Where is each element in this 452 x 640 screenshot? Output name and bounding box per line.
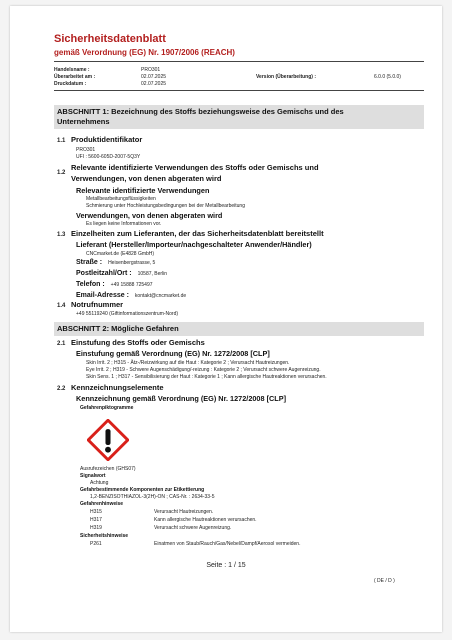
hazard-statements-title: Gefahrenhinweise — [80, 501, 124, 507]
section-1-title-line-1: ABSCHNITT 1: Bezeichnung des Stoffs beziehungsweise des Gemischs und des — [57, 107, 344, 116]
hazard-code: H319 — [90, 525, 102, 531]
header-divider — [54, 61, 424, 62]
classification-3: Skin Sens. 1 ; H317 - Sensibilisierung der Haut : Kategorie 1 ; Kann allergische Hautreaktionen verursachen. — [86, 374, 327, 380]
s12-title-line-2: Verwendungen, von denen abgeraten wird — [71, 174, 222, 183]
meta-version-label: Version (Überarbeitung) : — [256, 74, 317, 80]
s12-use-1: Metallbearbeitungsflüssigkeiten — [86, 196, 156, 202]
document-subtitle: gemäß Verordnung (EG) Nr. 1907/2006 (REACH) — [54, 48, 235, 57]
hazard-text: Verursacht schwere Augenreizung. — [154, 525, 232, 531]
components-title: Gefahrbestimmende Komponenten zur Etikettierung — [80, 487, 205, 493]
section-1-header — [54, 105, 424, 129]
ghs07-exclamation-icon — [87, 419, 129, 461]
signal-word-value: Achtung — [90, 480, 109, 486]
meta-print-value: 02.07.2025 — [141, 81, 167, 87]
s12-advised-title: Verwendungen, von denen abgeraten wird — [76, 211, 223, 220]
document-page — [10, 6, 442, 632]
s11-product: PRO301 — [76, 147, 96, 153]
s21-subtitle: Einstufung gemäß Verordnung (EG) Nr. 1272/2008 [CLP] — [76, 349, 270, 358]
s13-supplier-title: Lieferant (Hersteller/Importeur/nachgeschalteter Anwender/Händler) — [76, 240, 312, 249]
meta-revised-value: 02.07.2025 — [141, 74, 167, 80]
precautionary-code: P261 — [90, 541, 102, 547]
s12-uses-title: Relevante identifizierte Verwendungen — [76, 186, 210, 195]
s12-use-2: Schmierung unter Hochleistungsbedingungen bei der Metallbearbeitung — [86, 203, 245, 209]
s12-number: 1.2 — [57, 170, 66, 176]
email-value: kontakt@cncmarket.de — [134, 293, 187, 299]
pictogram-caption: Ausrufezeichen (GHS07) — [80, 466, 136, 472]
s12-advised-text: Es liegen keine Informationen vor. — [86, 221, 162, 227]
pictogram-title: Gefahrenpiktogramme — [80, 405, 134, 411]
classification-1: Skin Irrit. 2 ; H315 - Ätz-/Reizwirkung auf die Haut : Kategorie 2 ; Verursacht Hautreizungen. — [86, 360, 290, 366]
precautionary-title: Sicherheitshinweise — [80, 533, 129, 539]
s13-company: CNCmarket.de (E4828 GmbH) — [86, 251, 155, 257]
phone-row: Telefon : +49 15888 725497 — [76, 281, 153, 288]
language-code: ( DE / D ) — [374, 578, 395, 584]
s22-subtitle: Kennzeichnung gemäß Verordnung (EG) Nr. 1272/2008 [CLP] — [76, 394, 287, 403]
meta-divider — [54, 90, 424, 91]
s22-title: Kennzeichnungselemente — [71, 383, 164, 392]
s14-value: +49 55119240 (Giftinformationszentrum-Nord) — [76, 311, 179, 317]
section-1-title-line-2: Unternehmens — [57, 117, 110, 126]
section-2-header: ABSCHNITT 2: Mögliche Gefahren — [54, 322, 424, 336]
classification-2: Eye Irrit. 2 ; H319 - Schwere Augenschädigung/-reizung : Kategorie 2 ; Verursacht schwere Augenreizung. — [86, 367, 321, 373]
s13-number: 1.3 — [57, 232, 66, 238]
s14-number: 1.4 — [57, 303, 66, 309]
hazard-text: Verursacht Hautreizungen. — [154, 509, 214, 515]
signal-word-title: Signalwort — [80, 473, 106, 479]
meta-version-value: 6.0.0 (5.0.0) — [374, 74, 401, 80]
postal-value: 10587, Berlin — [137, 271, 168, 277]
hazard-code: H315 — [90, 509, 102, 515]
s21-number: 2.1 — [57, 341, 66, 347]
s12-title-line-1: Relevante identifizierte Verwendungen des Stoffs oder Gemischs und — [71, 163, 319, 172]
street-row: Straße : Heisenbergstrasse, 5 — [76, 259, 156, 266]
hazard-code: H317 — [90, 517, 102, 523]
s14-title: Notrufnummer — [71, 300, 124, 309]
page-number: Seite : 1 / 15 — [206, 562, 246, 569]
meta-revised-label: Überarbeitet am : — [54, 74, 96, 80]
s13-title: Einzelheiten zum Lieferanten, der das Sicherheitsdatenblatt bereitstellt — [71, 229, 324, 238]
s11-number: 1.1 — [57, 138, 66, 144]
s11-ufi: UFI : 5600-605D-2007-5Q3Y — [76, 154, 141, 160]
precautionary-text: Einatmen von Staub/Rauch/Gas/Nebel/Dampf/Aerosol vermeiden. — [154, 541, 301, 547]
hazard-text: Kann allergische Hautreaktionen verursachen. — [154, 517, 257, 523]
s22-number: 2.2 — [57, 386, 66, 392]
email-row: Email-Adresse : kontakt@cncmarket.de — [76, 292, 187, 299]
s21-title: Einstufung des Stoffs oder Gemischs — [71, 338, 205, 347]
meta-trade-name-label: Handelsname : — [54, 67, 90, 73]
s11-title: Produktidentifikator — [71, 135, 143, 144]
meta-print-label: Druckdatum : — [54, 81, 87, 87]
street-value: Heisenbergstrasse, 5 — [108, 260, 156, 266]
components-value: 1,2-BENZISOTHIAZOL-3(2H)-ON ; CAS-Nr. : 2634-33-5 — [90, 494, 215, 500]
postal-row: Postleitzahl/Ort : 10587, Berlin — [76, 270, 168, 277]
document-title: Sicherheitsdatenblatt — [54, 33, 166, 45]
meta-trade-name-value: PRO301 — [141, 67, 161, 73]
phone-value: +49 15888 725497 — [110, 282, 153, 288]
